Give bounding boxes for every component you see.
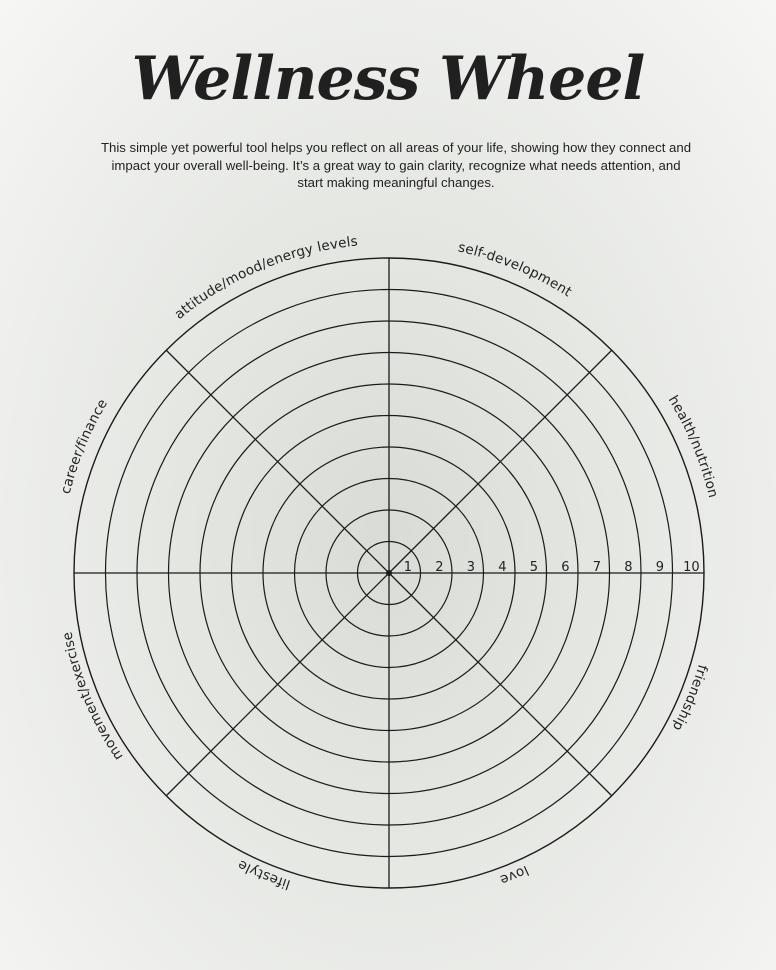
segment-label-attitude-mood-energy-levels: attitude/mood/energy levels	[171, 233, 359, 323]
divider-line	[166, 573, 389, 796]
segment-label-love: love	[497, 861, 531, 888]
segment-label-friendship: friendship	[668, 662, 711, 734]
segment-label-movement-exercise: movement/exercise	[59, 630, 127, 764]
segment-label-health-nutrition: health/nutrition	[664, 392, 722, 500]
divider-line	[389, 350, 612, 573]
scale-label: 2	[435, 560, 444, 575]
scale-label: 5	[529, 560, 539, 575]
segment-label-lifestyle: lifestyle	[235, 856, 293, 893]
intro-paragraph: This simple yet powerful tool helps you reflect on all areas of your life, showing how they connect and impact your overall well-being. It’s a great way to gain clarity, recognize what needs attention, and start making meaningful changes.	[100, 140, 692, 190]
wheel-dividers	[74, 258, 704, 888]
scale-label: 4	[498, 560, 507, 575]
scale-label: 10	[683, 560, 700, 575]
scale-label: 1	[403, 560, 413, 575]
scale-label: 6	[561, 560, 570, 575]
segment-label-career-finance: career/finance	[57, 396, 112, 496]
scale-label: 7	[592, 560, 602, 575]
scale-label: 8	[624, 560, 633, 575]
divider-line	[389, 573, 612, 796]
scale-label: 9	[655, 560, 665, 575]
divider-line	[166, 350, 389, 573]
page-title: Wellness Wheel	[131, 44, 645, 114]
scale-label: 3	[466, 560, 476, 575]
segment-label-self-development: self-development	[456, 239, 575, 301]
